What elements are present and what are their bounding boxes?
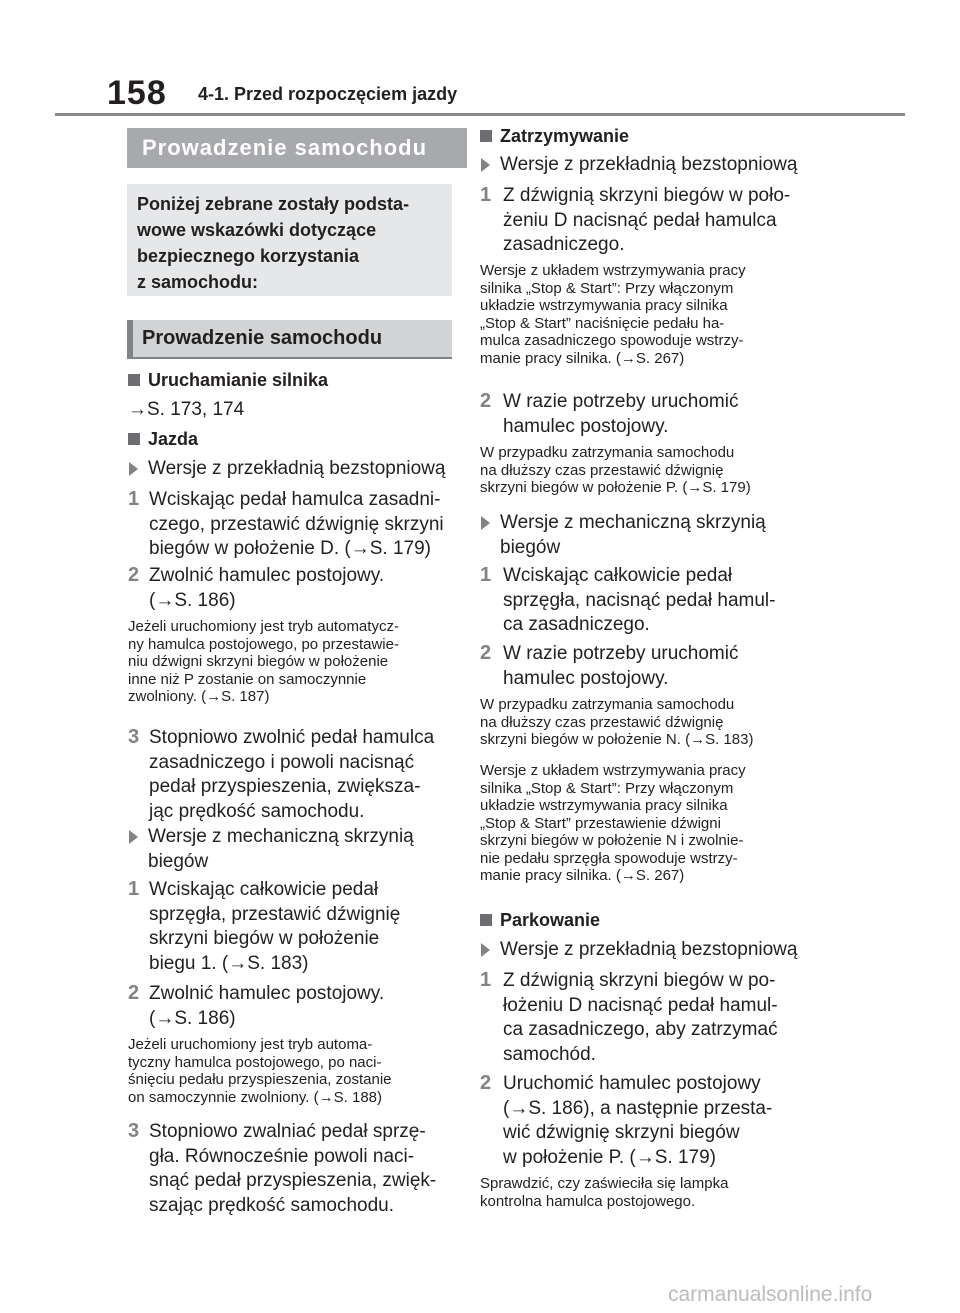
stop-mt-note-2a: W przypadku zatrzymania samochodu na dłuższy czas przestawić dźwignię skrzyni biegów w położenie N. (→S. 183) — [480, 696, 754, 748]
header-rule — [55, 113, 905, 116]
heading-driving: Jazda — [128, 429, 198, 450]
subsection-banner-accent — [127, 320, 133, 358]
drive-cvt-note-2: Jeżeli uruchomiony jest tryb automatycz- ny hamulca postojowego, po przestawie- niu dźwigni skrzyni biegów w położenie inne niż P zostanie on samoczynnie zwolniony. (→S. 187) — [128, 618, 399, 705]
triangle-bullet-icon — [481, 158, 490, 172]
triangle-bullet-icon — [129, 830, 138, 844]
engine-start-ref: →S. 173, 174 — [128, 399, 245, 420]
stop-cvt-step-2: W razie potrzeby uruchomić hamulec postojowy. — [503, 391, 739, 437]
square-bullet-icon — [480, 130, 492, 142]
step-number: 2 — [128, 564, 140, 586]
subsection-banner-rule — [127, 357, 452, 359]
step-number: 1 — [480, 969, 492, 991]
square-bullet-icon — [128, 433, 140, 445]
park-note-2: Sprawdzić, czy zaświeciła się lampka kontrolna hamulca postojowego. — [480, 1175, 729, 1210]
step-number: 2 — [128, 982, 140, 1004]
park-step-1: Z dźwignią skrzyni biegów w po- łożeniu D nacisnąć pedał hamul- ca zasadniczego, aby zatrzymać samochód. — [503, 970, 778, 1065]
triangle-bullet-icon — [481, 516, 490, 530]
drive-mt-step-3: Stopniowo zwalniać pedał sprzę- gła. Równocześnie powoli naci- snąć pedał przyspieszenia, zwięk- szając prędkość samochodu. — [149, 1121, 437, 1216]
step-number: 2 — [480, 1072, 492, 1094]
drive-cvt-step-3: Stopniowo zwolnić pedał hamulca zasadniczego i powoli nacisnąć pedał przyspieszenia, zwiększa- jąc prędkość samochodu. — [149, 727, 435, 822]
stop-mt-note-2b: Wersje z układem wstrzymywania pracy silnika „Stop & Start”: Przy włączonym układzie wstrzymywania pracy silnika „Stop & Start” przestawienie dźwigni skrzyni biegów w położenie N i zwolnie- nie pedału sprzęgła spowoduje wstrzy- manie pracy silnika. (→S. 267) — [480, 762, 746, 884]
square-bullet-icon — [128, 374, 140, 386]
step-number: 3 — [128, 1120, 140, 1142]
intro-text: Poniżej zebrane zostały podsta- wowe wskazówki dotyczące bezpiecznego korzystania z samochodu: — [137, 194, 410, 292]
step-number: 1 — [128, 878, 140, 900]
heading-parking: Parkowanie — [480, 910, 600, 931]
cvt-variant-label: Wersje z przekładnią bezstopniową — [500, 939, 798, 960]
triangle-bullet-icon — [129, 462, 138, 476]
cvt-variant-label: Wersje z przekładnią bezstopniową — [148, 458, 446, 479]
stop-cvt-step-1: Z dźwignią skrzyni biegów w poło- żeniu D nacisnąć pedał hamulca zasadniczego. — [503, 185, 791, 255]
stop-cvt-note-1: Wersje z układem wstrzymywania pracy silnika „Stop & Start”: Przy włączonym układzie wstrzymywania pracy silnika „Stop & Start” naciśnięcie pedału ha- mulca zasadniczego spowoduje wstrzy- manie pracy silnika. (→S. 267) — [480, 262, 746, 367]
chapter-title: 4-1. Przed rozpoczęciem jazdy — [198, 84, 458, 104]
mt-variant-label: Wersje z mechaniczną skrzynią biegów — [500, 512, 766, 558]
park-step-2: Uruchomić hamulec postojowy (→S. 186), a następnie przesta- wić dźwignię skrzyni biegów w położenie P. (→S. 179) — [503, 1073, 773, 1168]
step-number: 1 — [480, 184, 492, 206]
drive-cvt-step-1: Wciskając pedał hamulca zasadni- czego, przestawić dźwignię skrzyni biegów w położenie D. (→S. 179) — [149, 489, 444, 559]
mt-variant-label: Wersje z mechaniczną skrzynią biegów — [148, 826, 414, 872]
cvt-variant-label: Wersje z przekładnią bezstopniową — [500, 154, 798, 175]
drive-cvt-step-2: Zwolnić hamulec postojowy. (→S. 186) — [149, 565, 385, 611]
page-number: 158 — [107, 74, 167, 112]
step-number: 2 — [480, 390, 492, 412]
step-number: 2 — [480, 642, 492, 664]
step-number: 1 — [480, 564, 492, 586]
watermark: carmanualsonline.info — [668, 1283, 873, 1306]
drive-mt-step-1: Wciskając całkowicie pedał sprzęgła, przestawić dźwignię skrzyni biegów w położenie biegu 1. (→S. 183) — [149, 879, 401, 974]
triangle-bullet-icon — [481, 943, 490, 957]
step-number: 1 — [128, 488, 140, 510]
stop-mt-step-1: Wciskając całkowicie pedał sprzęgła, nacisnąć pedał hamul- ca zasadniczego. — [503, 565, 776, 635]
subsection-title: Prowadzenie samochodu — [142, 327, 383, 349]
heading-engine-start: Uruchamianie silnika — [128, 370, 328, 391]
stop-mt-step-2: W razie potrzeby uruchomić hamulec postojowy. — [503, 643, 739, 689]
square-bullet-icon — [480, 914, 492, 926]
section-title-banner: Prowadzenie samochodu — [127, 128, 467, 168]
stop-cvt-note-2: W przypadku zatrzymania samochodu na dłuższy czas przestawić dźwignię skrzyni biegów w położenie P. (→S. 179) — [480, 444, 751, 496]
drive-mt-step-2: Zwolnić hamulec postojowy. (→S. 186) — [149, 983, 385, 1029]
step-number: 3 — [128, 726, 140, 748]
drive-mt-note-2: Jeżeli uruchomiony jest tryb automa- tyczny hamulca postojowego, po naci- śnięciu pedału przyspieszenia, zostanie on samoczynnie zwolniony. (→S. 188) — [128, 1036, 392, 1106]
heading-stopping: Zatrzymywanie — [480, 126, 629, 147]
